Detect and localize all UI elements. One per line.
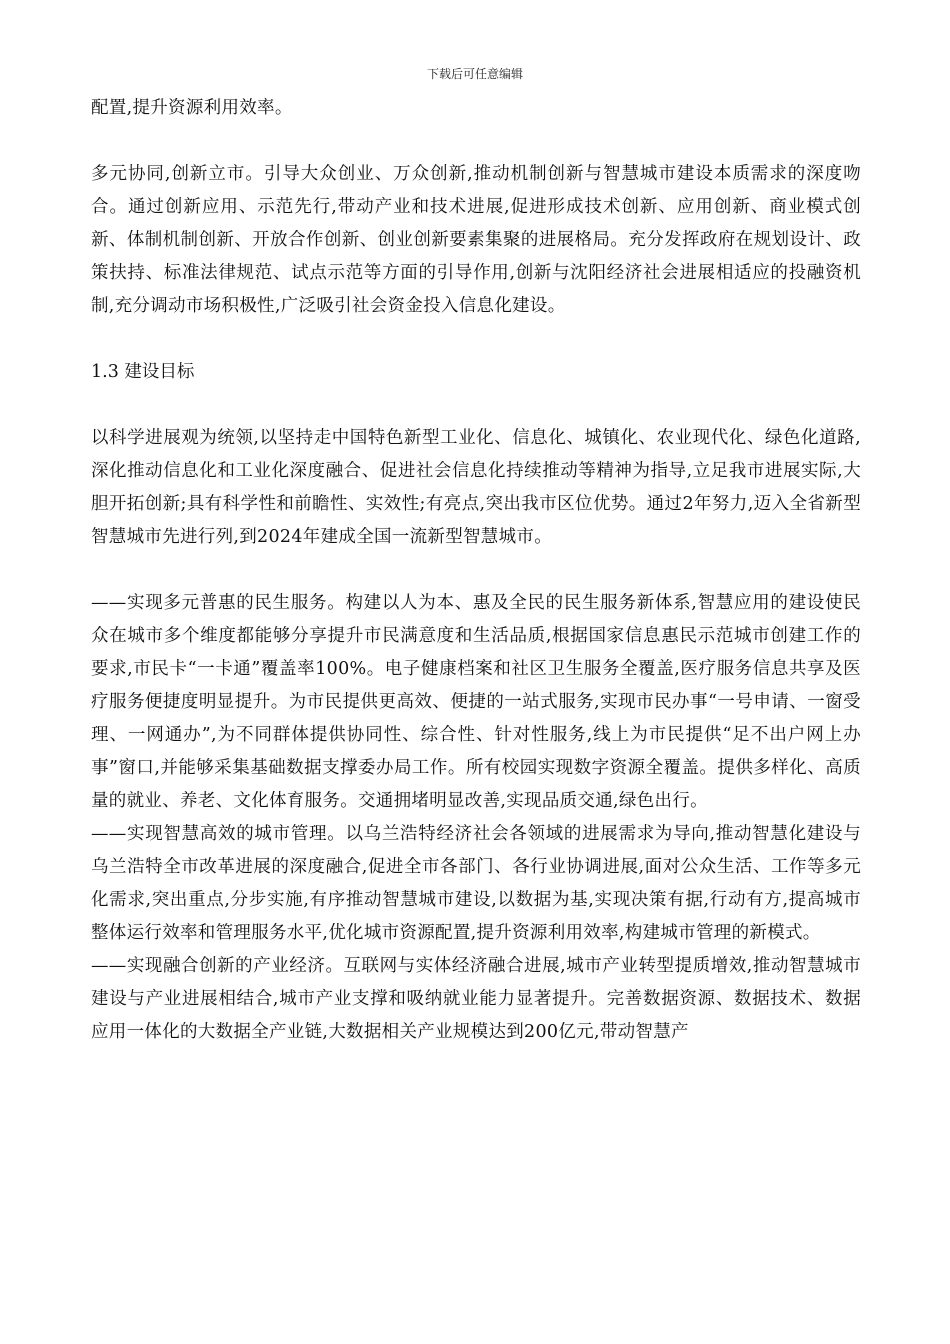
- paragraph-livelihood-services: ——实现多元普惠的民生服务。构建以人为本、惠及全民的民生服务新体系,智慧应用的建设使民众在城市多个维度都能够分享提升市民满意度和生活品质,根据国家信息惠民示范城市创建工作的要求,市民卡“一卡通”覆盖率100%。电子健康档案和社区卫生服务全覆盖,医疗服务信息共享及医疗服务便捷度明显提升。为市民提供更高效、便捷的一站式服务,实现市民办事“一号申请、一窗受理、一网通办”,为不同群体提供协同性、综合性、针对性服务,线上为市民提供“足不出户网上办事”窗口,并能够采集基础数据支撑委办局工作。所有校园实现数字资源全覆盖。提供多样化、高质量的就业、养老、文化体育服务。交通拥堵明显改善,实现品质交通,绿色出行。: [91, 593, 861, 811]
- paragraph-city-management: ——实现智慧高效的城市管理。以乌兰浩特经济社会各领域的进展需求为导向,推动智慧化建设与乌兰浩特全市改革进展的深度融合,促进全市各部门、各行业协调进展,面对公众生活、工作等多元化需求,突出重点,分步实施,有序推动智慧城市建设,以数据为基,实现决策有据,行动有方,提高城市整体运行效率和管理服务水平,优化城市资源配置,提升资源利用效率,构建城市管理的新模式。: [91, 824, 861, 943]
- paragraph-gap: [91, 125, 861, 158]
- paragraph-gap: [91, 323, 861, 356]
- paragraph-gap: [91, 554, 861, 587]
- page-header: 下载后可任意编辑: [426, 67, 523, 81]
- paragraph-industrial-economy: ——实现融合创新的产业经济。互联网与实体经济融合进展,城市产业转型提质增效,推动智慧城市建设与产业进展相结合,城市产业支撑和吸纳就业能力显著提升。完善数据资源、数据技术、数据应用一体化的大数据全产业链,大数据相关产业规模达到200亿元,带动智慧产: [91, 956, 861, 1042]
- paragraph-continuation: 配置,提升资源利用效率。: [91, 98, 293, 118]
- paragraph-gap: [91, 389, 861, 422]
- paragraph-goals: 以科学进展观为统领,以坚持走中国特色新型工业化、信息化、城镇化、农业现代化、绿色化道路,深化推动信息化和工业化深度融合、促进社会信息化持续推动等精神为指导,立足我市进展实际,大胆开拓创新;具有科学性和前瞻性、实效性;有亮点,突出我市区位优势。通过2年努力,迈入全省新型智慧城市先进行列,到2024年建成全国一流新型智慧城市。: [91, 428, 861, 547]
- document-body: [91, 92, 861, 1049]
- section-heading: 1.3 建设目标: [91, 362, 195, 382]
- paragraph-innovation: 多元协同,创新立市。引导大众创业、万众创新,推动机制创新与智慧城市建设本质需求的深度吻合。通过创新应用、示范先行,带动产业和技术进展,促进形成技术创新、应用创新、商业模式创新、体制机制创新、开放合作创新、创业创新要素集聚的进展格局。充分发挥政府在规划设计、政策扶持、标准法律规范、试点示范等方面的引导作用,创新与沈阳经济社会进展相适应的投融资机制,充分调动市场积极性,广泛吸引社会资金投入信息化建设。: [91, 164, 861, 316]
